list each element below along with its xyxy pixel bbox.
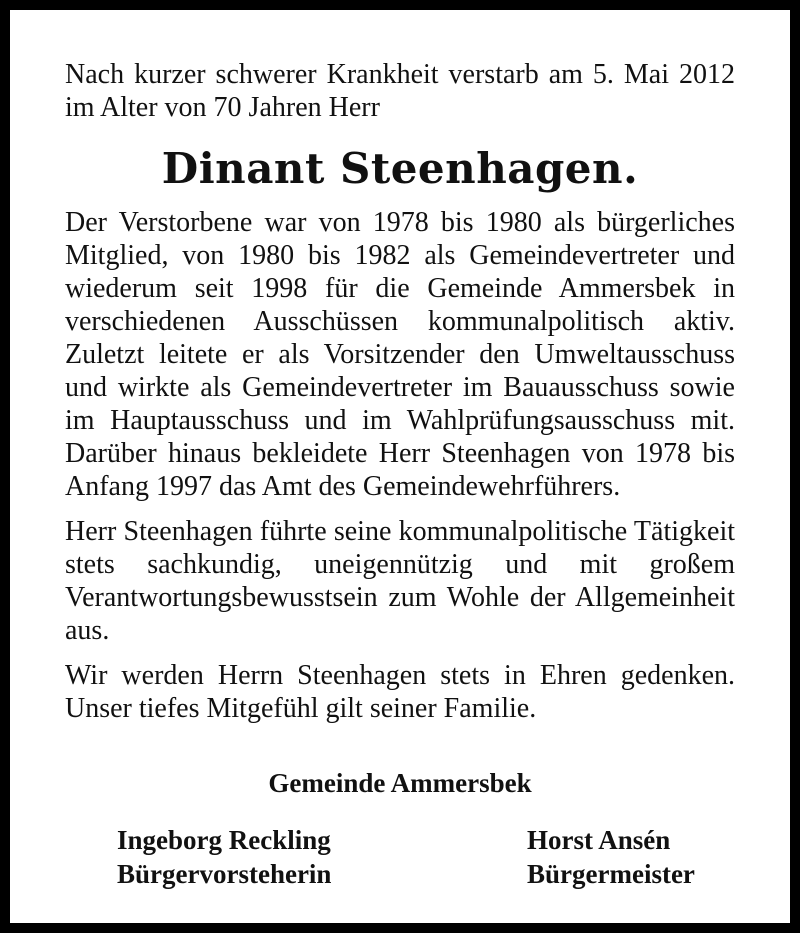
intro-text: Nach kurzer schwerer Krankheit verstarb am 5. Mai 2012 im Alter von 70 Jahren Herr (65, 59, 735, 123)
condolence-paragraph: Wir werden Herrn Steenhagen stets in Ehren gedenken. Unser tiefes Mitgefühl gilt seiner Familie. (65, 660, 735, 724)
obituary-notice (10, 10, 790, 923)
signatory-name: Horst Ansén (527, 825, 671, 855)
deceased-name: Dinant Steenhagen. (161, 144, 639, 193)
signatory-title: Bürgermeister (527, 859, 695, 889)
notice-body (65, 58, 735, 725)
tribute-paragraph: Herr Steenhagen führte seine kommunalpolitische Tätigkeit stets sachkundig, uneigennützig und mit großem Verantwortungsbewusstsein zum Wohle der Allgemeinheit aus. (65, 516, 735, 646)
career-paragraph: Der Verstorbene war von 1978 bis 1980 als bürgerliches Mitglied, von 1980 bis 1982 als Gemeindevertreter und wiederum seit 1998 für die Gemeinde Ammersbek in verschiedenen Ausschüssen kommunalpolitisch aktiv. Zuletzt leitete er als Vorsitzender den Umweltausschuss und wirkte als Gemeindevertreter im Bauausschuss sowie im Hauptausschuss und im Wahlprüfungsausschuss mit. Darüber hinaus bekleidete Herr Steenhagen von 1978 bis Anfang 1997 das Amt des Gemeindewehrführers. (65, 207, 735, 502)
signatory-right (527, 823, 695, 891)
signatory-name: Ingeborg Reckling (117, 825, 331, 855)
signatory-left (117, 823, 331, 891)
organization-name: Gemeinde Ammersbek (268, 768, 532, 798)
signatory-title: Bürgervorsteherin (117, 859, 332, 889)
